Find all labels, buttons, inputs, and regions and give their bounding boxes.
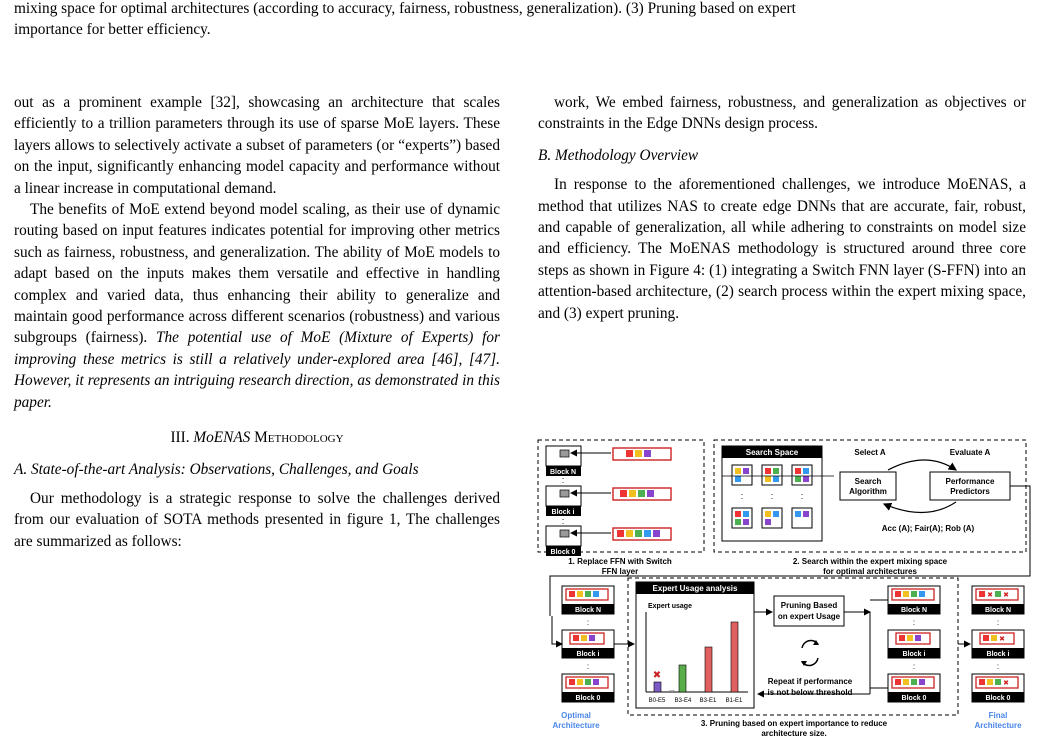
final-arch-line-2: Architecture (974, 721, 1022, 730)
svg-text::: : (996, 618, 1000, 627)
metrics-label: Acc (A); Fair(A); Rob (A) (881, 524, 975, 533)
optimal-arch-line-1: Optimal (561, 711, 591, 720)
svg-text::: : (996, 662, 1000, 671)
pruned-block-0-label: Block 0 (901, 695, 927, 702)
expert-usage-chart (636, 582, 754, 708)
subsection-b-heading: B. Methodology Overview (538, 146, 699, 164)
section-name-italic: MoENAS (193, 429, 251, 447)
pruned-block-n-label: Block N (900, 607, 928, 614)
bar-b1-e1 (731, 622, 738, 692)
pruning-box (774, 596, 844, 626)
expert-usage-axis-label: Expert usage (648, 603, 692, 610)
figure-caption-tail (14, 0, 1026, 40)
right-column (538, 92, 1026, 324)
bar-label-3: B1-E1 (725, 698, 743, 704)
pruned-block-i-label: Block i (902, 651, 926, 658)
svg-text::: : (740, 491, 744, 501)
left-paragraph-2 (14, 199, 500, 413)
step-3-caption-line-2: architecture size. (761, 729, 827, 738)
performance-predictors-box (930, 472, 1010, 500)
repeat-line-1: Repeat if performance (767, 677, 853, 686)
repeat-cycle-icon (801, 640, 819, 666)
p2-italic-text: The potential use of MoE (Mixture of Experts) for improving these metrics is still a relatively under-explored area [46], [47]. However, it represents an intriguing research direction, as demonstrated in this paper. (14, 329, 500, 411)
right-paragraph-2: In response to the aforementioned challenges, we introduce MoENAS, a method that utilizes NAS to create edge DNNs that are accurate, fair, robust, and capable of generalization, all while adhering to constraints on model size and efficiency. The MoENAS methodology is structured around three core steps as shown in Figure 4: (1) integrating a Switch FNN layer (S-FFN) into an attention-based architecture, (2) search process within the expert mixing space, and (3) expert pruning. (538, 176, 1026, 322)
bar-b0-e5 (654, 682, 661, 692)
prune-line-1: Pruning Based (780, 601, 838, 610)
svg-text::: : (586, 662, 590, 671)
repeat-line-2: is not below threshold (767, 688, 853, 697)
step-2-caption-line-1: 2. Search within the expert mixing space (792, 557, 948, 566)
moenas-overview-figure (536, 436, 1036, 741)
svg-text:✖: ✖ (1003, 592, 1009, 599)
evaluate-a-label: Evaluate A (949, 448, 991, 457)
pruned-blocks (888, 586, 940, 702)
svg-text::: : (561, 516, 565, 526)
opt-block-i-label: Block i (576, 651, 600, 658)
right-paragraph-1: work, We embed fairness, robustness, and generalization as objectives or constraints in the Edge DNNs design process. (538, 94, 1026, 133)
svg-text::: : (770, 491, 774, 501)
svg-text::: : (800, 491, 804, 501)
search-space-title: Search Space (745, 448, 799, 457)
block-n-label: Block N (549, 469, 577, 476)
p2-normal-text: The benefits of MoE extend beyond model scaling, as their use of dynamic routing based on input features indicates potential for improving other metrics such as fairness, robustness, and generalization. The ability of MoE models to adapt based on the inputs makes them versatile and effective in handling complex and varied data, thus enhancing their ability to generalize and maintain good performance across different scenarios (robustness) and various subgroups (fairness). (14, 201, 500, 347)
perf-line-2: Predictors (950, 487, 990, 496)
svg-text:✖: ✖ (999, 636, 1005, 643)
panel-1-block-i (546, 486, 671, 516)
block-0-label: Block 0 (550, 549, 576, 556)
expert-usage-title: Expert Usage analysis (652, 584, 738, 593)
final-block-n-label: Block N (984, 607, 1012, 614)
caption-line-1: mixing space for optimal architectures (according to accuracy, fairness, robustness, generalization). (3) Pruning based on expert (14, 0, 796, 17)
caption-line-2: importance for better efficiency. (14, 21, 211, 38)
step-2-caption-line-2: for optimal architectures (823, 567, 917, 576)
bar-label-0: B0-E5 (648, 698, 666, 704)
svg-text:...: ... (669, 686, 675, 693)
bar-b3-e1 (705, 647, 712, 692)
search-alg-line-2: Algorithm (849, 487, 887, 496)
left-paragraph-1: out as a prominent example [32], showcasing an architecture that scales efficiently to a trillion parameters through its use of sparse MoE layers. These layers allows to selectively activate a subset of parameters (or “experts”) based on the input, significantly enhancing model capacity and performance without a linear increase in computational demand. (14, 94, 500, 197)
step-1-caption-line-2: FFN layer (601, 567, 639, 576)
opt-block-n-label: Block N (574, 607, 602, 614)
block-i-label: Block i (551, 509, 575, 516)
optimal-arch-line-2: Architecture (552, 721, 600, 730)
search-algorithm-box (840, 472, 896, 500)
final-block-i-label: Block i (986, 651, 1010, 658)
left-paragraph-3: Our methodology is a strategic response to solve the challenges derived from our evaluation of SOTA methods presented in figure 1, The challenges are summarized as follows: (14, 489, 500, 550)
panel-1-block-n (546, 446, 671, 476)
left-column (14, 92, 500, 552)
optimal-architecture (562, 586, 614, 702)
svg-text:✖: ✖ (987, 592, 993, 599)
search-alg-line-1: Search (854, 477, 882, 486)
subsection-a-heading: A. State-of-the-art Analysis: Observations, Challenges, and Goals (14, 460, 419, 478)
section-name-rest: Methodology (254, 429, 344, 447)
svg-text:✖: ✖ (652, 670, 662, 681)
perf-line-1: Performance (945, 477, 995, 486)
bar-b3-e4 (679, 665, 686, 692)
final-block-0-label: Block 0 (985, 695, 1011, 702)
opt-block-0-label: Block 0 (575, 695, 601, 702)
bar-label-2: B3-E1 (699, 698, 717, 704)
svg-text:✖: ✖ (1003, 680, 1009, 687)
svg-text::: : (912, 662, 916, 671)
section-number: III. (170, 429, 190, 447)
section-heading (14, 427, 500, 448)
step-3-caption-line-1: 3. Pruning based on expert importance to reduce (700, 719, 888, 728)
svg-text::: : (912, 618, 916, 627)
step-1-caption-line-1: 1. Replace FFN with Switch (568, 557, 672, 566)
bar-label-1: B3-E4 (674, 698, 692, 704)
svg-text::: : (586, 618, 590, 627)
search-space (722, 446, 822, 541)
svg-text::: : (561, 475, 565, 485)
final-arch-line-1: Final (988, 711, 1008, 720)
prune-line-2: on expert Usage (777, 612, 841, 621)
select-a-label: Select A (854, 448, 886, 457)
final-architecture (972, 586, 1024, 702)
